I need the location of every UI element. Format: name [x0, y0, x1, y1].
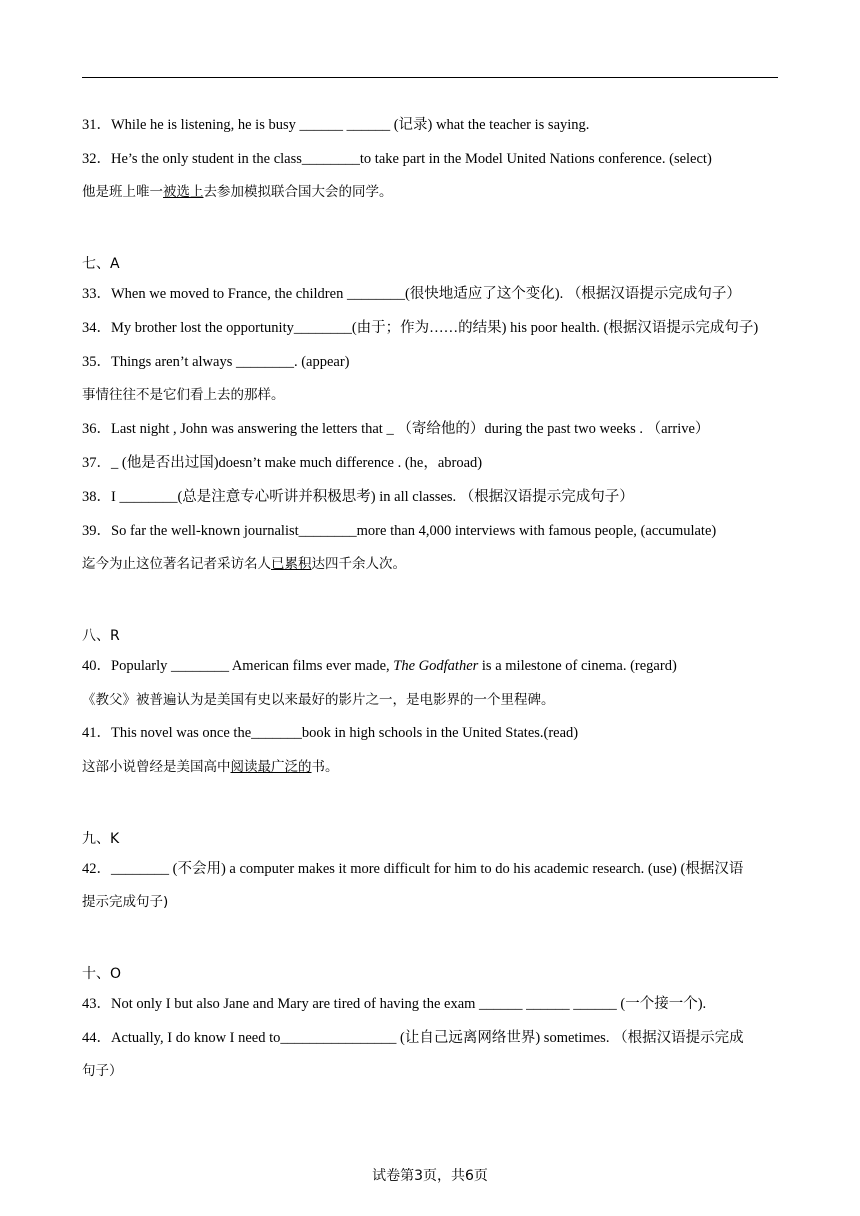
question-32: 32．He’s the only student in the class________to take part in the Model United Nations conference. (select): [82, 151, 712, 167]
question-38: 38．I ________(总是注意专心听讲并积极思考) in all classes. （根据汉语提示完成句子）: [82, 489, 634, 505]
question-37: 37．_ (他是否出过国)doesn’t make much difference . (he，abroad): [82, 455, 483, 471]
question-33: 33．When we moved to France, the children ________(很快地适应了这个变化). （根据汉语提示完成句子）: [82, 286, 741, 302]
question-31: 31．While he is listening, he is busy ______ ______ (记录) what the teacher is saying.: [82, 117, 590, 133]
question-35-translation: 事情往往不是它们看上去的那样。: [82, 387, 285, 403]
section-7-title: 七、A: [82, 256, 120, 272]
question-43: 43．Not only I but also Jane and Mary are tired of having the exam ______ ______ ______ (一个接一个).: [82, 996, 707, 1012]
question-39: 39．So far the well-known journalist________more than 4,000 interviews with famous people, (accumulate): [82, 523, 717, 539]
section-10-title: 十、O: [82, 966, 122, 982]
page-footer: 试卷第3页，共6页: [372, 1168, 488, 1184]
question-44: 44．Actually, I do know I need to________________ (让自己远离网络世界) sometimes. （根据汉语提示完成: [82, 1030, 744, 1046]
question-40-translation: 《教父》被普遍认为是美国有史以来最好的影片之一，是电影界的一个里程碑。: [82, 692, 555, 708]
question-41: 41．This novel was once the_______book in high schools in the United States.(read): [82, 725, 579, 741]
question-35: 35．Things aren’t always ________. (appear): [82, 354, 350, 370]
section-9-title: 九、K: [82, 831, 120, 847]
question-36: 36．Last night , John was answering the letters that _ （寄给他的）during the past two weeks . （arrive）: [82, 421, 710, 437]
header-rule: [82, 77, 778, 78]
question-32-translation: 他是班上唯一被选上去参加模拟联合国大会的同学。: [82, 184, 393, 200]
question-44-continuation: 句子）: [82, 1063, 123, 1079]
section-8-title: 八、R: [82, 628, 120, 644]
question-34: 34．My brother lost the opportunity________(由于；作为……的结果) his poor health. (根据汉语提示完成句子): [82, 320, 759, 336]
question-41-translation: 这部小说曾经是美国高中阅读最广泛的书。: [82, 759, 339, 775]
question-42: 42．________ (不会用) a computer makes it more difficult for him to do his academic research. (use) (根据汉语: [82, 861, 744, 877]
question-42-continuation: 提示完成句子): [82, 894, 169, 910]
question-39-translation: 迄今为止这位著名记者采访名人已累积达四千余人次。: [82, 556, 406, 572]
question-40: 40．Popularly ________ American films ever made, The Godfather is a milestone of cinema. (regard): [82, 658, 677, 674]
